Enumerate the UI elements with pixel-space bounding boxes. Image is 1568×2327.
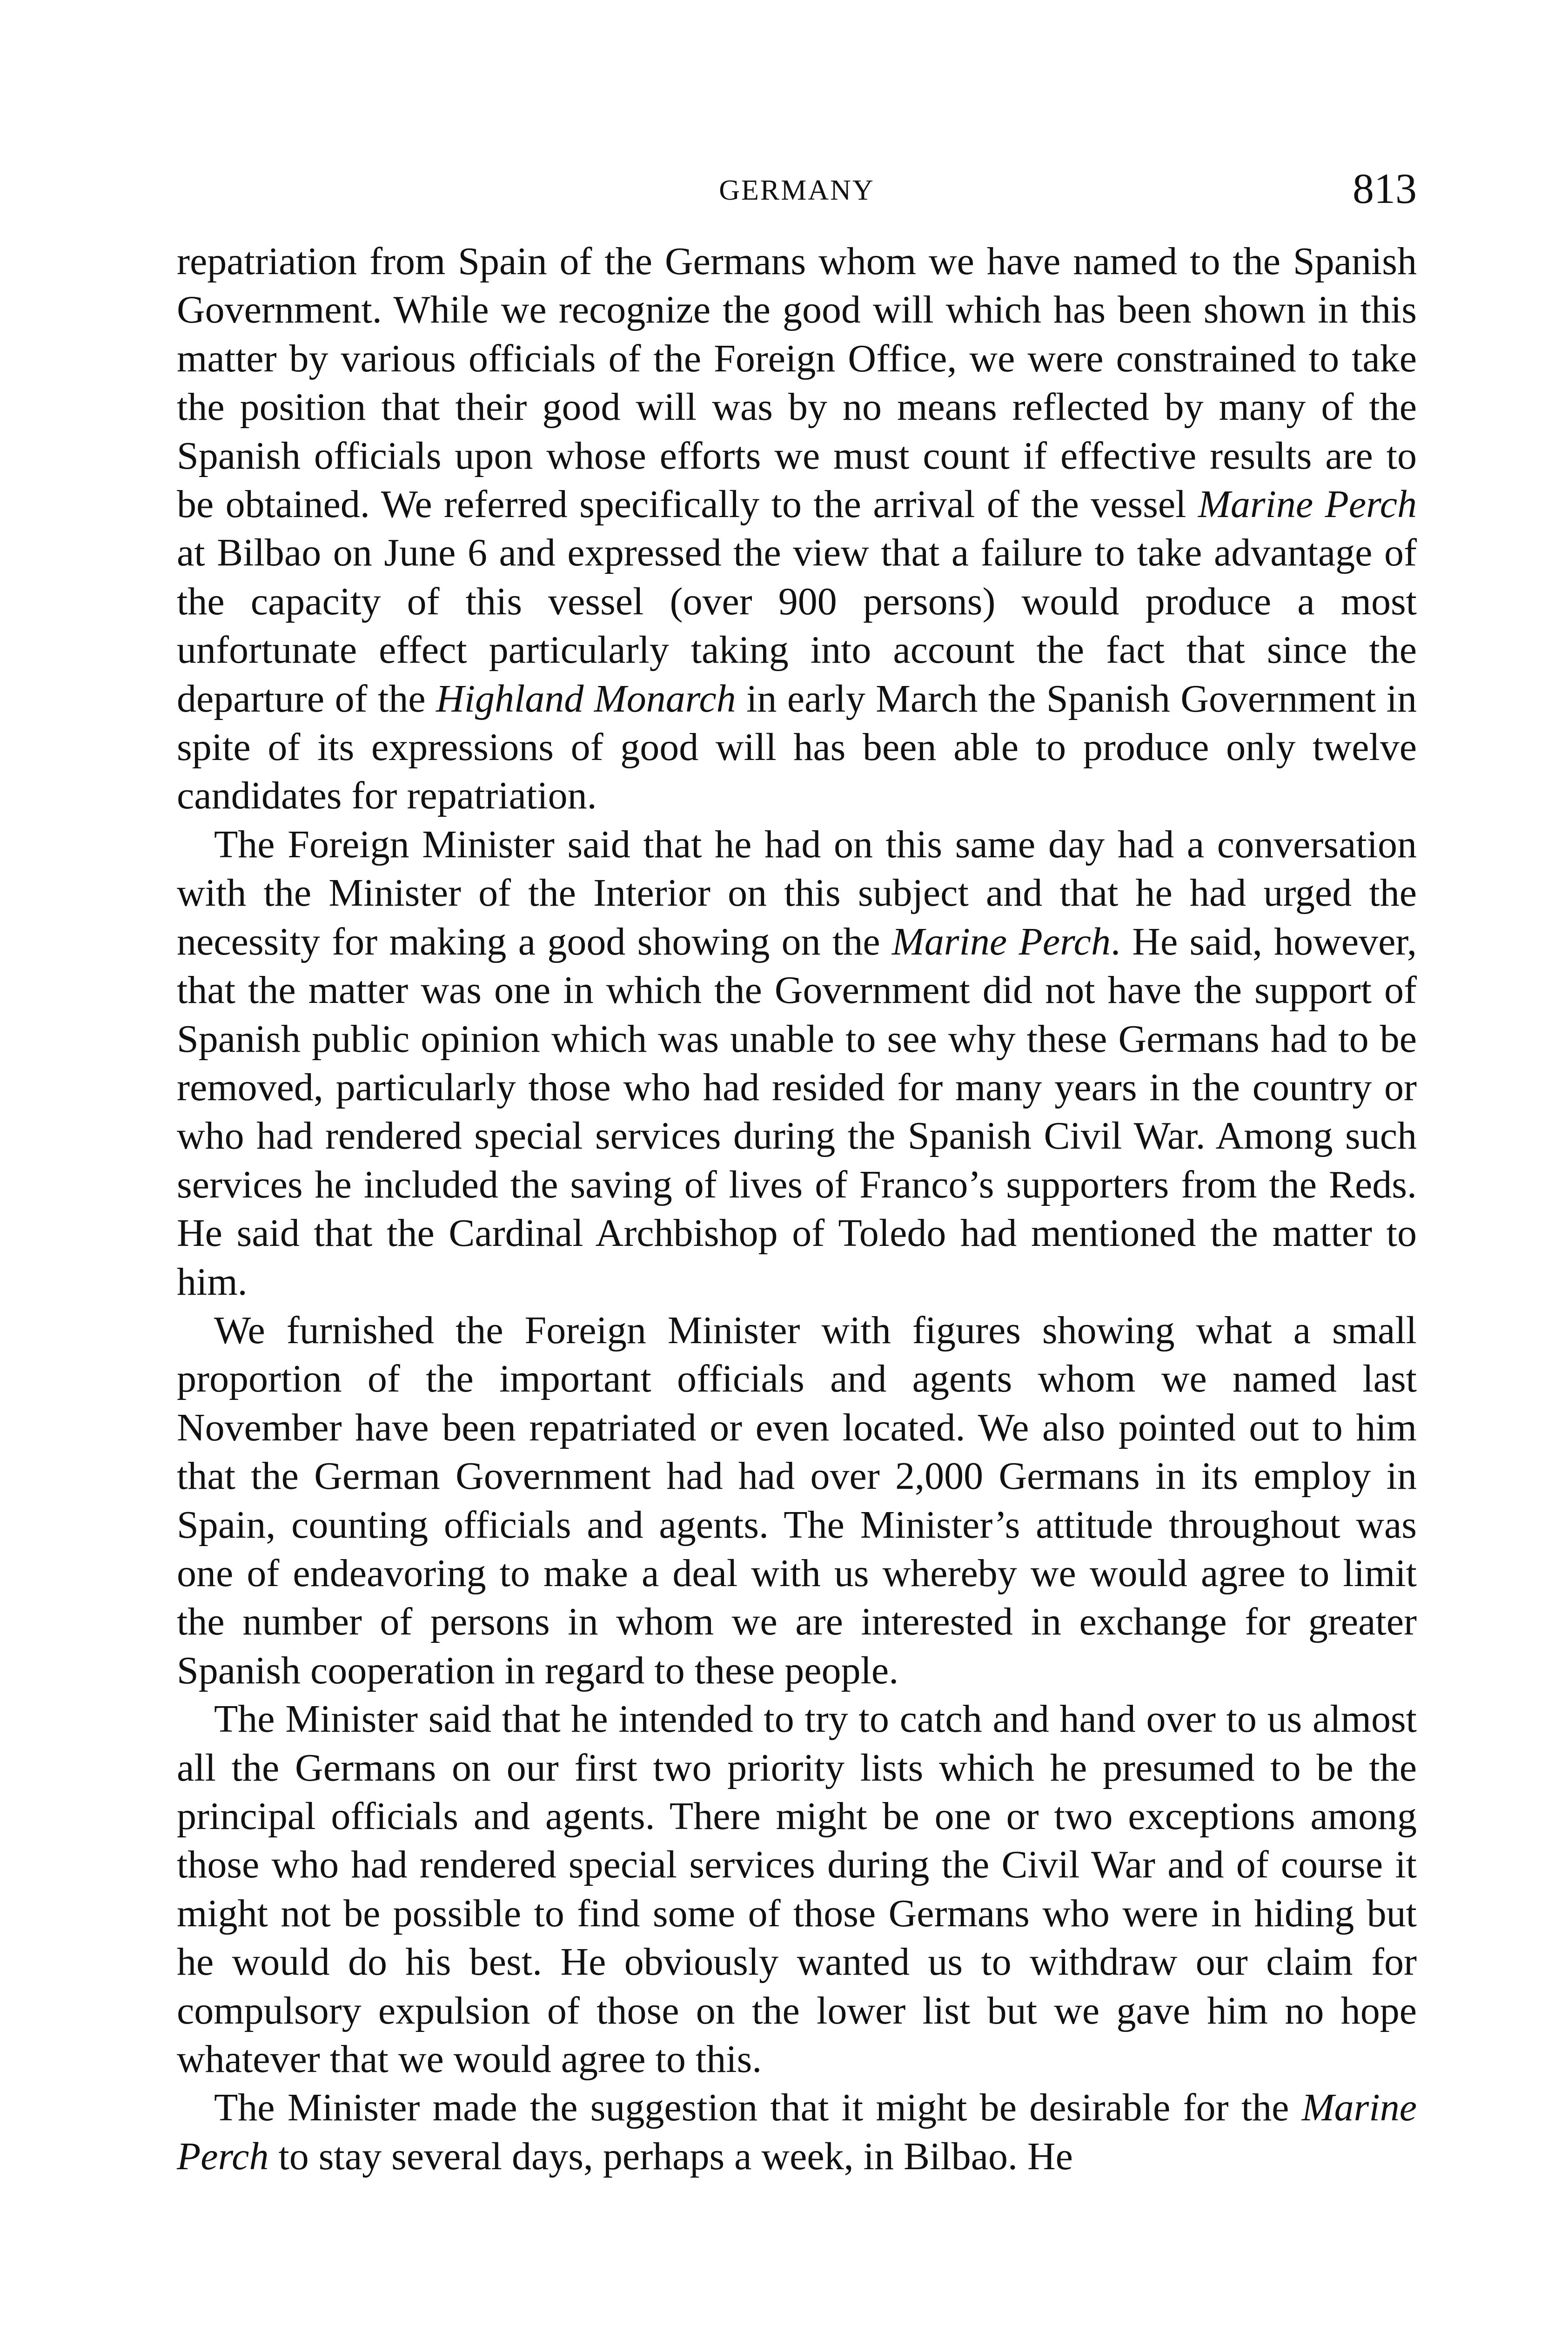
paragraph-1-text-a: repatriation from Spain of the Germans whom we have named to the Spanish Government. While we recognize the good will which has been shown in this matter by various officials of the Foreign Office, we were constrained to take the position that their good will was by no means reflected by many of the Spanish officials upon whose efforts we must count if effective results are to be obtained. We referred specifically to the arrival of the vessel [177,240,1417,526]
paragraph-1 [177,237,1417,821]
paragraph-2-text-b: . He said, however, that the matter was one in which the Government did not have the support of Spanish public opinion which was unable to see why these Germans had to be removed, particularly those who had resided for many years in the country or who had rendered special services during the Spanish Civil War. Among such services he included the saving of lives of Franco’s supporters from the Reds. He said that the Cardinal Archbishop of Toledo had mentioned the matter to him. [177,920,1417,1304]
paragraph-5 [177,2084,1417,2181]
paragraph-1-text-b: at Bilbao on June 6 and expressed the view that a failure to take advantage of the capacity of this vessel (over 900 persons) would produce a most unfortunate effect particularly taking into account the fact that since the departure of the [177,531,1417,720]
running-title: GERMANY [719,175,875,206]
page-number: 813 [1353,165,1417,212]
paragraph-2-text-a: The Foreign Minister said that he had on this same day had a conversation with the Minister of the Interior on this subject and that he had urged the necessity for making a good showing on the [177,822,1417,963]
vessel-name-marine-perch: Marine Perch [891,920,1111,963]
paragraph-4: The Minister said that he intended to try to catch and hand over to us almost all the Germans on our first two priority lists which he presumed to be the principal officials and agents. There might be one or two exceptions among those who had rendered special services during the Civil War and of course it might not be possible to find some of those Germans who were in hiding but he would do his best. He obviously wanted us to withdraw our claim for compulsory expulsion of those on the lower list but we gave him no hope whatever that we would agree to this. [177,1697,1417,2081]
paragraph-3: We furnished the Foreign Minister with figures showing what a small proportion of the important officials and agents whom we named last November have been repatriated or even located. We also pointed out to him that the German Government had had over 2,000 Germans in its employ in Spain, counting officials and agents. The Minister’s attitude throughout was one of endeavoring to make a deal with us whereby we would agree to limit the number of persons in whom we are interested in exchange for greater Spanish cooperation in regard to these people. [177,1308,1417,1692]
paragraph-1-text-c: in early March the Spanish Government in spite of its expressions of good will has been able to produce only twelve candidates for repatriation. [177,677,1417,818]
running-head [177,164,1417,220]
body-text [177,237,1417,2181]
vessel-name-marine-perch: Marine Perch [1198,483,1417,526]
paragraph-5-text-a: The Minister made the suggestion that it might be desirable for the [214,2086,1302,2130]
vessel-name-marine-perch: Marine Perch [177,2086,1417,2178]
vessel-name-highland-monarch: Highland Monarch [436,677,736,720]
paragraph-5-text-b: to stay several days, perhaps a week, in Bilbao. He [268,2134,1073,2178]
paragraph-2 [177,821,1417,1306]
